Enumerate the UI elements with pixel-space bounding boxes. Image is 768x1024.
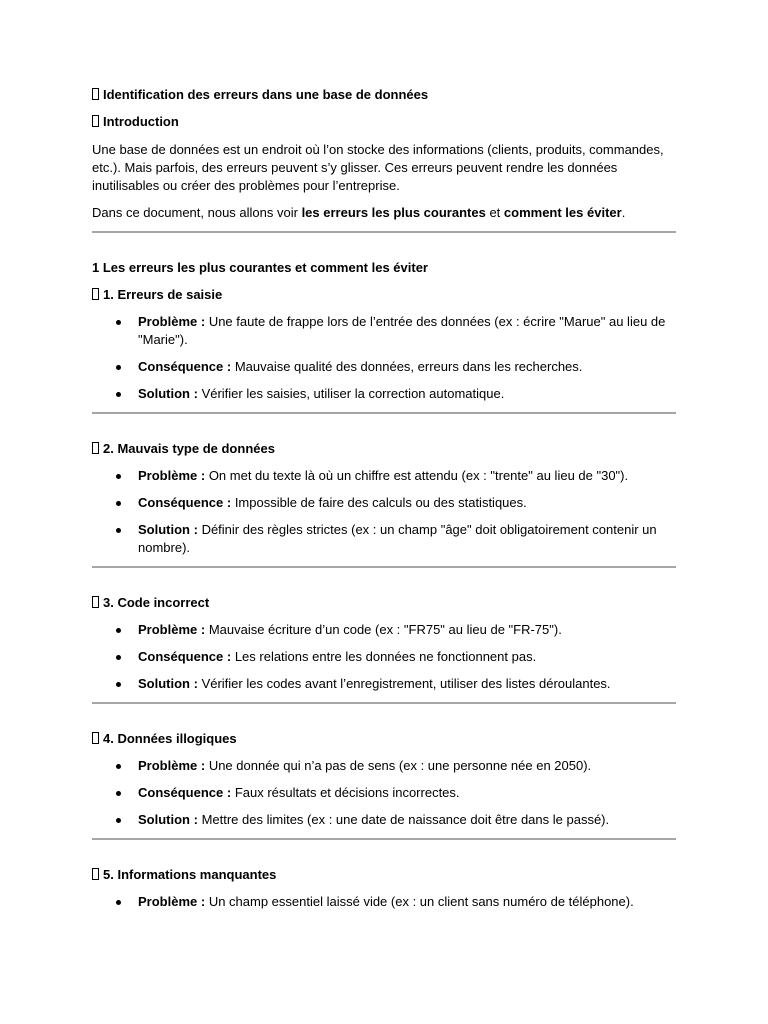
- list-item: Solution : Vérifier les saisies, utiliser la correction automatique.: [138, 385, 676, 403]
- intro-summary: Dans ce document, nous allons voir les erreurs les plus courantes et comment les éviter.: [92, 205, 626, 220]
- intro-heading: Introduction: [92, 113, 676, 131]
- missing-glyph-icon: [92, 868, 99, 880]
- list-item: Problème : Un champ essentiel laissé vide (ex : un client sans numéro de téléphone).: [138, 893, 676, 911]
- error-list-1: [92, 313, 676, 403]
- error-heading-1: 1. Erreurs de saisie: [92, 286, 676, 304]
- error-list-4: [92, 757, 676, 829]
- error-heading-3: 3. Code incorrect: [92, 594, 676, 612]
- missing-glyph-icon: [92, 442, 99, 454]
- list-item: Problème : Une faute de frappe lors de l’entrée des données (ex : écrire "Marue" au lieu de "Marie").: [138, 313, 676, 349]
- error-list-5: [92, 893, 676, 911]
- list-item: Conséquence : Faux résultats et décisions incorrectes.: [138, 784, 676, 802]
- list-item: Conséquence : Impossible de faire des calculs ou des statistiques.: [138, 494, 676, 512]
- error-heading-2: 2. Mauvais type de données: [92, 440, 676, 458]
- missing-glyph-icon: [92, 288, 99, 300]
- list-item: Conséquence : Les relations entre les données ne fonctionnent pas.: [138, 648, 676, 666]
- divider: [92, 566, 676, 568]
- list-item: Solution : Définir des règles strictes (ex : un champ "âge" doit obligatoirement contenir un nombre).: [138, 521, 676, 557]
- section-title: 1 Les erreurs les plus courantes et comment les éviter: [92, 260, 428, 275]
- missing-glyph-icon: [92, 732, 99, 744]
- list-item: Solution : Mettre des limites (ex : une date de naissance doit être dans le passé).: [138, 811, 676, 829]
- error-list-2: [92, 467, 676, 557]
- document-title: Identification des erreurs dans une base de données: [92, 86, 676, 104]
- list-item: Conséquence : Mauvaise qualité des données, erreurs dans les recherches.: [138, 358, 676, 376]
- error-list-3: [92, 621, 676, 693]
- divider: [92, 231, 676, 233]
- list-item: Problème : On met du texte là où un chiffre est attendu (ex : "trente" au lieu de "30").: [138, 467, 676, 485]
- error-heading-5: 5. Informations manquantes: [92, 866, 676, 884]
- list-item: Problème : Une donnée qui n’a pas de sens (ex : une personne née en 2050).: [138, 757, 676, 775]
- missing-glyph-icon: [92, 115, 99, 127]
- divider: [92, 412, 676, 414]
- divider: [92, 838, 676, 840]
- intro-paragraph: Une base de données est un endroit où l’on stocke des informations (clients, produits, commandes, etc.). Mais parfois, des erreurs peuvent s’y glisser. Ces erreurs peuvent rendre les données inutilisables ou créer des problèmes pour l’entreprise.: [92, 142, 664, 193]
- missing-glyph-icon: [92, 596, 99, 608]
- list-item: Problème : Mauvaise écriture d’un code (ex : "FR75" au lieu de "FR-75").: [138, 621, 676, 639]
- divider: [92, 702, 676, 704]
- missing-glyph-icon: [92, 88, 99, 100]
- list-item: Solution : Vérifier les codes avant l’enregistrement, utiliser des listes déroulantes.: [138, 675, 676, 693]
- error-heading-4: 4. Données illogiques: [92, 730, 676, 748]
